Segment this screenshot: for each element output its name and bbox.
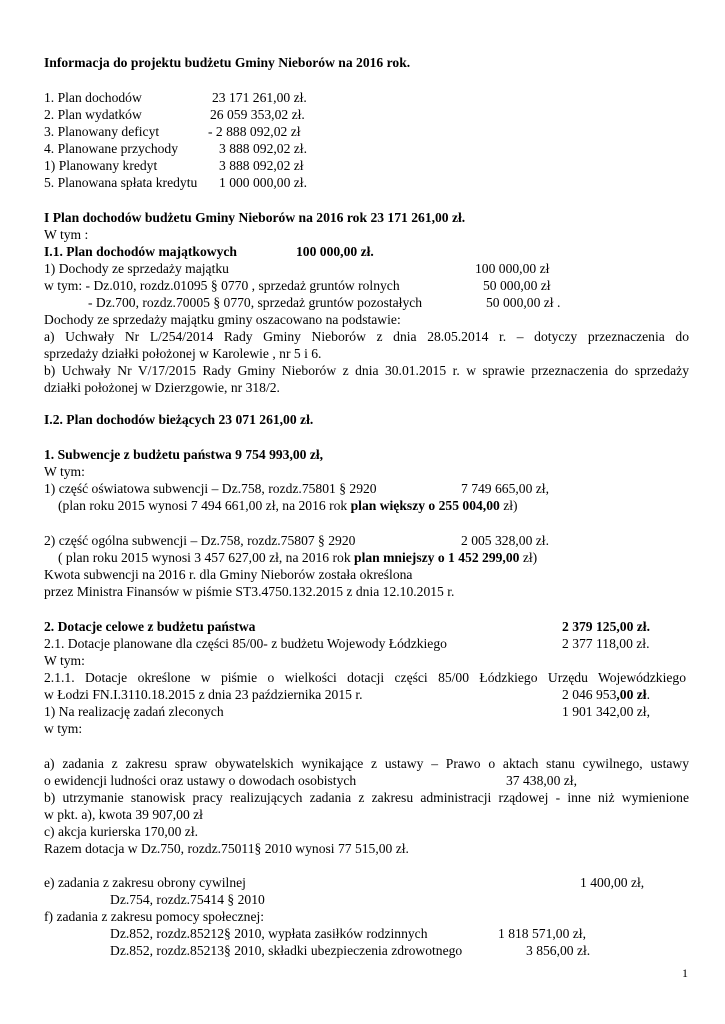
majatkowe-heading: I.1. Plan dochodów majątkowych <box>44 244 237 259</box>
subwencje-heading: 1. Subwencje z budżetu państwa 9 754 993,00 zł, <box>44 447 324 462</box>
dotacje-wojewoda: 2.1. Dotacje planowane dla części 85/00- z budżetu Wojewody Łódzkiego <box>44 636 447 651</box>
zasilki-rodzinne-value: 1 818 571,00 zł, <box>498 926 586 941</box>
ogolna-note-end: zł) <box>519 550 538 565</box>
section-heading-value: 23 171 261,00 zł. <box>370 210 466 225</box>
zadania-b-line1: b) utrzymanie stanowisk pracy realizujących zadania z zakresu administracji rządowej - inne niż wymienione <box>44 790 689 805</box>
zadania-e-rozdz: Dz.754, rozdz.75414 § 2010 <box>110 892 265 907</box>
dotacje-pismo-line1: 2.1.1. Dotacje określone w piśmie o wielkości dotacji części 85/00 Łódzkiego Urzędu Wojewódzkiego <box>44 670 686 685</box>
zadania-zlecone-value: 1 901 342,00 zł, <box>562 704 650 719</box>
summary-label-1: 1. Plan dochodów <box>44 90 142 105</box>
kwota-subwencji: Kwota subwencji na 2016 r. dla Gminy Nieborów została określona <box>44 567 413 582</box>
majatkowe-value: 100 000,00 zł. <box>296 244 374 259</box>
dotacje-pismo-line2: w Łodzi FN.I.3110.18.2015 z dnia 23 października 2015 r. <box>44 687 363 702</box>
zadania-e: e) zadania z zakresu obrony cywilnej <box>44 875 246 890</box>
dotacje-w-tym: W tym: <box>44 653 85 668</box>
subwencja-ogolna: 2) część ogólna subwencji – Dz.758, rozdz.75807 § 2920 <box>44 533 356 548</box>
uchwala-a-line1: a) Uchwały Nr L/254/2014 Rady Gminy Nieborów z dnia 28.05.2014 r. – dotyczy przeznaczenia do <box>44 329 689 344</box>
grunty-pozostale-value: 50 000,00 zł . <box>486 295 561 310</box>
summary-value-1: 23 171 261,00 zł. <box>212 90 307 105</box>
biezace-heading-text: I.2. Plan dochodów bieżących <box>44 412 216 427</box>
podstawa-text: Dochody ze sprzedaży majątku gminy oszacowano na podstawie: <box>44 312 401 327</box>
dochody-sprzedaz-value: 100 000,00 zł <box>475 261 550 276</box>
skladki-zdrowotne: Dz.852, rozdz.85213§ 2010, składki ubezpieczenia zdrowotnego <box>110 943 463 958</box>
zadania-a-line1: a) zadania z zakresu spraw obywatelskich wynikające z ustawy – Prawo o aktach stanu cywilnego, ustawy <box>44 756 689 771</box>
zadania-e-value: 1 400,00 zł, <box>580 875 645 890</box>
summary-value-6: 1 000 000,00 zł. <box>219 175 307 190</box>
summary-value-4: 3 888 092,02 zł. <box>219 141 307 156</box>
dotacje-pismo-value-bold: ,00 zł <box>616 687 647 702</box>
grunty-rolne-value: 50 000,00 zł <box>483 278 551 293</box>
summary-value-2: 26 059 353,02 zł. <box>210 107 305 122</box>
dotacje-wojewoda-value: 2 377 118,00 zł. <box>562 636 650 651</box>
grunty-pozostale: - Dz.700, rozdz.70005 § 0770, sprzedaż gruntów pozostałych <box>88 295 423 310</box>
summary-value-3: - 2 888 092,02 zł <box>208 124 301 139</box>
ogolna-note-bold: plan mniejszy o 1 452 299,00 <box>354 550 520 565</box>
subwencja-ogolna-note <box>58 549 537 566</box>
oswiatowa-note-bold: plan większy o 255 004,00 <box>350 498 500 513</box>
uchwala-b-line1: b) Uchwały Nr V/17/2015 Rady Gminy Nieborów z dnia 30.01.2015 r. w sprawie przeznaczenia do sprzedaży <box>44 363 689 378</box>
dotacje-heading: 2. Dotacje celowe z budżetu państwa <box>44 619 256 634</box>
zasilki-rodzinne: Dz.852, rozdz.85212§ 2010, wypłata zasiłków rodzinnych <box>110 926 428 941</box>
section-heading-text: I Plan dochodów budżetu Gminy Nieborów na 2016 rok <box>44 210 368 225</box>
dotacje-pismo-value <box>562 686 650 703</box>
summary-label-4: 4. Planowane przychody <box>44 141 179 156</box>
razem-dotacja: Razem dotacja w Dz.750, rozdz.75011§ 2010 wynosi 77 515,00 zł. <box>44 841 409 856</box>
dotacje-pismo-value-dot: . <box>646 687 650 702</box>
zadania-a-value: 37 438,00 zł, <box>506 773 577 788</box>
summary-label-3: 3. Planowany deficyt <box>44 124 160 139</box>
dotacje-pismo-value-num: 2 046 953 <box>562 687 617 702</box>
subwencja-ogolna-value: 2 005 328,00 zł. <box>461 533 549 548</box>
section-heading <box>44 209 465 226</box>
page-number: 1 <box>682 966 688 980</box>
summary-label-2: 2. Plan wydatków <box>44 107 142 122</box>
pismo-ministra: przez Ministra Finansów w piśmie ST3.4750.132.2015 z dnia 12.10.2015 r. <box>44 584 455 599</box>
subwencja-oswiatowa-note <box>58 497 518 514</box>
oswiatowa-note-end: zł) <box>499 498 518 513</box>
zadania-f: f) zadania z zakresu pomocy społecznej: <box>44 909 265 924</box>
dochody-sprzedaz: 1) Dochody ze sprzedaży majątku <box>44 261 229 276</box>
summary-label-6: 5. Planowana spłata kredytu <box>44 175 198 190</box>
skladki-zdrowotne-value: 3 856,00 zł. <box>526 943 591 958</box>
grunty-rolne: w tym: - Dz.010, rozdz.01095 § 0770 , sprzedaż gruntów rolnych <box>44 278 400 293</box>
uchwala-a-line2: sprzedaży działki położonej w Karolewie , nr 5 i 6. <box>44 346 322 361</box>
document-title: Informacja do projektu budżetu Gminy Nieborów na 2016 rok. <box>44 55 411 70</box>
summary-label-5: 1) Planowany kredyt <box>44 158 158 173</box>
biezace-heading-value: 23 071 261,00 zł. <box>218 412 314 427</box>
zadania-a-line2: o ewidencji ludności oraz ustawy o dowodach osobistych <box>44 773 357 788</box>
biezace-heading <box>44 411 313 428</box>
subwencja-oswiatowa: 1) część oświatowa subwencji – Dz.758, rozdz.75801 § 2920 <box>44 481 377 496</box>
subwencja-oswiatowa-value: 7 749 665,00 zł, <box>461 481 549 496</box>
uchwala-b-line2: działki położonej w Dzierzgowie, nr 318/2. <box>44 380 280 395</box>
oswiatowa-note-text: (plan roku 2015 wynosi 7 494 661,00 zł, na 2016 rok <box>58 498 351 513</box>
dotacje-heading-value: 2 379 125,00 zł. <box>562 619 650 634</box>
zadania-zlecone: 1) Na realizację zadań zleconych <box>44 704 224 719</box>
zadania-c: c) akcja kurierska 170,00 zł. <box>44 824 198 839</box>
zadania-b-line2: w pkt. a), kwota 39 907,00 zł <box>44 807 203 822</box>
w-tym-label: W tym : <box>44 227 89 242</box>
zadania-w-tym: w tym: <box>44 721 83 736</box>
subwencje-w-tym: W tym: <box>44 464 85 479</box>
summary-value-5: 3 888 092,02 zł <box>219 158 304 173</box>
ogolna-note-text: ( plan roku 2015 wynosi 3 457 627,00 zł, na 2016 rok <box>58 550 355 565</box>
